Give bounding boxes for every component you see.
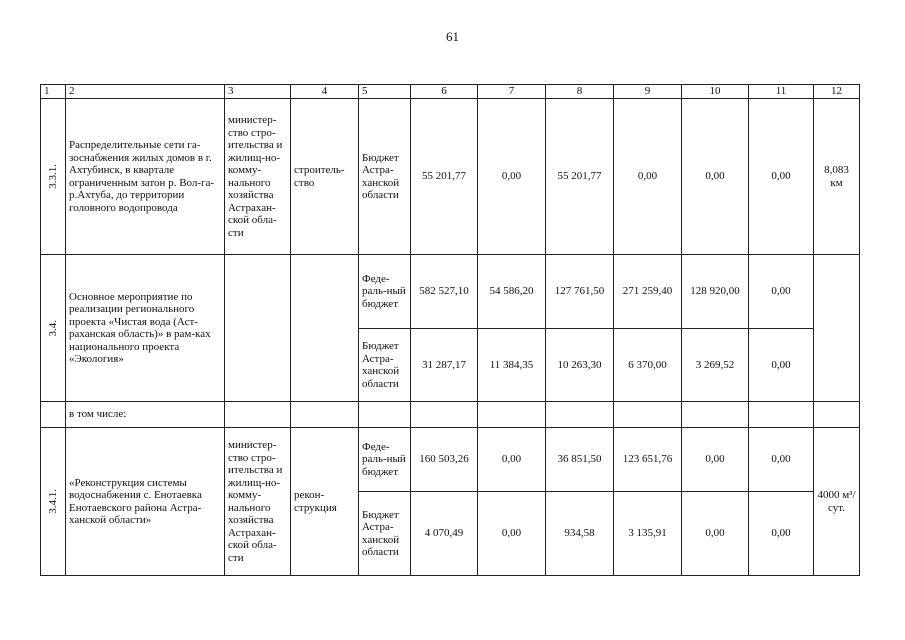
year-value: 0,00 bbox=[682, 428, 749, 492]
budget-table bbox=[40, 84, 860, 576]
year-value: 3 269,52 bbox=[682, 329, 749, 402]
year-value: 54 586,20 bbox=[478, 255, 546, 329]
column-header: 8 bbox=[546, 85, 614, 99]
year-value: 127 761,50 bbox=[546, 255, 614, 329]
result-indicator bbox=[814, 255, 860, 402]
year-value: 0,00 bbox=[478, 492, 546, 576]
year-value: 0,00 bbox=[749, 428, 814, 492]
table-row bbox=[41, 428, 860, 492]
year-value: 3 135,91 bbox=[614, 492, 682, 576]
year-value: 0,00 bbox=[749, 492, 814, 576]
work-type bbox=[291, 255, 359, 402]
total-value: 55 201,77 bbox=[411, 99, 478, 255]
column-header: 9 bbox=[614, 85, 682, 99]
row-number: 3.4.1. bbox=[46, 489, 59, 514]
column-header: 7 bbox=[478, 85, 546, 99]
total-value: 582 527,10 bbox=[411, 255, 478, 329]
year-value: 11 384,35 bbox=[478, 329, 546, 402]
executor: министер-ство стро-ительства и жилищ-но-комму-нального хозяйства Астрахан-ской обла-сти bbox=[225, 428, 291, 576]
row-number: 3.3.1. bbox=[46, 164, 59, 189]
column-header: 6 bbox=[411, 85, 478, 99]
year-value: 0,00 bbox=[478, 99, 546, 255]
table-row bbox=[41, 99, 860, 255]
year-value: 0,00 bbox=[749, 99, 814, 255]
total-value: 4 070,49 bbox=[411, 492, 478, 576]
funding-source: Бюджет Астра-ханской области bbox=[359, 329, 411, 402]
year-value: 0,00 bbox=[749, 329, 814, 402]
year-value: 0,00 bbox=[682, 99, 749, 255]
executor bbox=[225, 255, 291, 402]
year-value: 271 259,40 bbox=[614, 255, 682, 329]
row-number-cell bbox=[41, 428, 66, 576]
year-value: 0,00 bbox=[682, 492, 749, 576]
funding-source: Бюджет Астра-ханской области bbox=[359, 99, 411, 255]
column-header-row bbox=[41, 85, 860, 99]
table-row bbox=[41, 402, 860, 428]
column-header: 10 bbox=[682, 85, 749, 99]
total-value: 160 503,26 bbox=[411, 428, 478, 492]
column-header: 3 bbox=[225, 85, 291, 99]
column-header: 12 bbox=[814, 85, 860, 99]
measure-name: «Реконструкция системы водоснабжения с. Енотаевка Енотаевского района Астра-ханской области» bbox=[66, 428, 225, 576]
measure-name: Основное мероприятие по реализации регионального проекта «Чистая вода (Аст-раханская область)» в рам-ках национального проекта «Экология» bbox=[66, 255, 225, 402]
year-value: 0,00 bbox=[749, 255, 814, 329]
year-value: 6 370,00 bbox=[614, 329, 682, 402]
measure-name: Распределительные сети га-зоснабжения жилых домов в г. Ахтубинск, в квартале ограниченным затон р. Вол-га-р.Ахтуба, до территории головного водопровода bbox=[66, 99, 225, 255]
result-indicator: 8,083 км bbox=[814, 99, 860, 255]
including-label: в том числе: bbox=[66, 402, 225, 428]
column-header: 1 bbox=[41, 85, 66, 99]
result-indicator: 4000 м³/сут. bbox=[814, 428, 860, 576]
column-header: 4 bbox=[291, 85, 359, 99]
executor: министер-ство стро-ительства и жилищ-но-комму-нального хозяйства Астрахан-ской обла-сти bbox=[225, 99, 291, 255]
row-number: 3.4. bbox=[46, 319, 59, 337]
funding-source: Феде-раль-ный бюджет bbox=[359, 428, 411, 492]
column-header: 5 bbox=[359, 85, 411, 99]
work-type: строитель-ство bbox=[291, 99, 359, 255]
column-header: 11 bbox=[749, 85, 814, 99]
year-value: 55 201,77 bbox=[546, 99, 614, 255]
funding-source: Феде-раль-ный бюджет bbox=[359, 255, 411, 329]
year-value: 10 263,30 bbox=[546, 329, 614, 402]
year-value: 36 851,50 bbox=[546, 428, 614, 492]
column-header: 2 bbox=[66, 85, 225, 99]
row-number-cell bbox=[41, 99, 66, 255]
year-value: 0,00 bbox=[614, 99, 682, 255]
table-row bbox=[41, 255, 860, 329]
total-value: 31 287,17 bbox=[411, 329, 478, 402]
year-value: 123 651,76 bbox=[614, 428, 682, 492]
funding-source: Бюджет Астра-ханской области bbox=[359, 492, 411, 576]
work-type: рекон-струкция bbox=[291, 428, 359, 576]
row-number-cell bbox=[41, 255, 66, 402]
year-value: 128 920,00 bbox=[682, 255, 749, 329]
page-number: 61 bbox=[446, 29, 459, 44]
year-value: 934,58 bbox=[546, 492, 614, 576]
year-value: 0,00 bbox=[478, 428, 546, 492]
